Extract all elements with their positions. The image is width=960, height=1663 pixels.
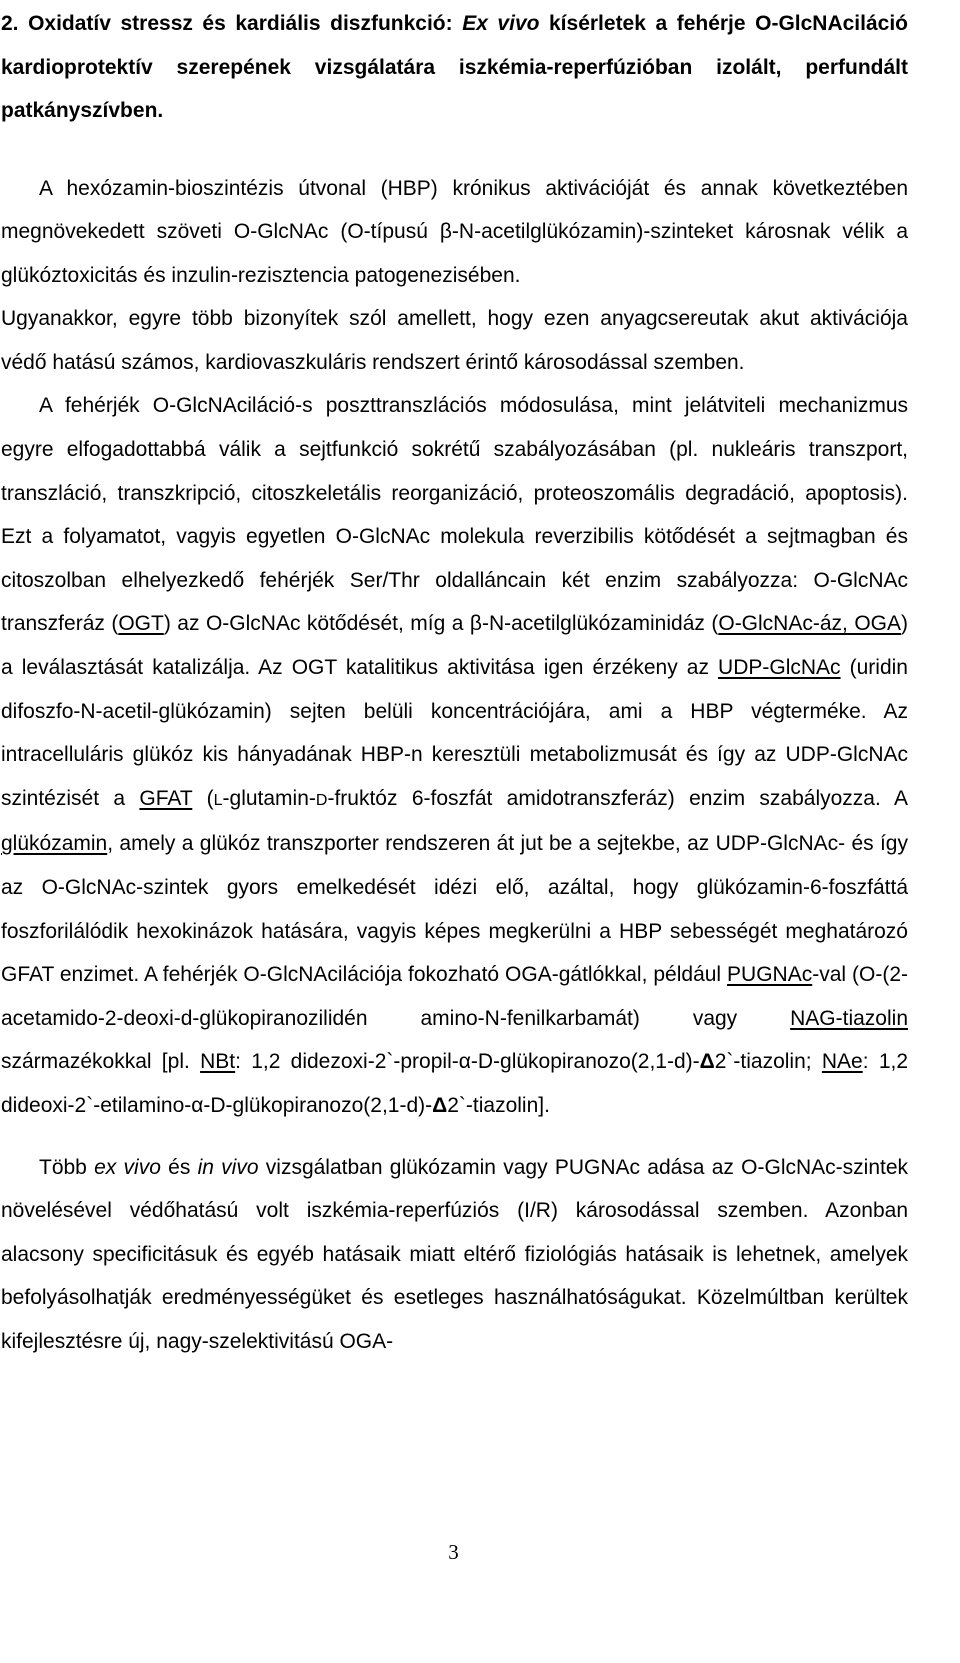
delta-symbol: Δ — [432, 1093, 448, 1117]
text-run: : 1,2 dideoxi-2`-etilamino-α-D-glükopiranozo(2,1-d)- — [1, 1050, 909, 1117]
heading-text-2: kísérletek a fehérje O-GlcNAciláció kardioprotektív szerepének vizsgálatára iszkémia-reperfúzióban izolált, perfundált patkányszívben. — [1, 12, 909, 122]
text-run: és — [160, 1155, 198, 1179]
heading-number: 2. — [1, 12, 19, 35]
text-run: -val (O-(2-acetamido-2-deoxi-d-glükopiranozilidén amino-N-fenilkarbamát) vagy — [1, 963, 908, 1030]
text-run: A fehérjék O-GlcNAciláció-s poszttranszlációs módosulása, mint jelátviteli mechanizmus egyre elfogadottabbá válik a sejtfunkció sokrétű szabályozásában (pl. nukleáris transzport, transzláció, transzkripció, citoszkeletális reorganizáció, proteoszomális degradáció, apoptosis). Ezt a folyamatot, vagyis egyetlen O-GlcNAc molekula reverzibilis kötődését a sejtmagban és citoszolban elhelyezkedő fehérjék Ser/Thr oldalláncain két enzim szabályozza: O-GlcNAc transzferáz ( — [1, 394, 908, 636]
small-caps-d: D — [315, 791, 328, 809]
term-glukozamin: glükózamin — [1, 832, 108, 856]
text-run: , amely a glükóz transzporter rendszeren át jut be a sejtekbe, az UDP-GlcNAc- és így az O-GlcNAc-szintek gyors emelkedését idézi elő, azáltal, hogy glükózamin-6-foszfáttá foszforilálódik hexokinázok hatására, vagyis képes megkerülni a HBP sebességét meghatározó GFAT enzimet. A fehérjék O-GlcNAcilációja fokozható OGA-gátlókkal, például — [1, 832, 908, 987]
term-nag-tiazolin: NAG-tiazolin — [790, 1006, 908, 1030]
text-run: ) a leválasztását katalizálja. Az OGT katalitikus aktivitása igen érzékeny az — [1, 612, 909, 680]
text-run: ( — [192, 786, 214, 810]
text-run: 2`-tiazolin]. — [447, 1093, 550, 1117]
text-run: 2`-tiazolin; — [714, 1050, 822, 1074]
heading-ex-vivo: Ex vivo — [462, 12, 540, 35]
term-gfat: GFAT — [139, 786, 193, 810]
text-run: -fruktóz 6-foszfát amidotranszferáz) enzim szabályozza. A — [327, 786, 909, 810]
paragraph-4 — [1, 1146, 908, 1364]
term-nae: NAe — [821, 1050, 863, 1074]
delta-symbol: Δ — [699, 1050, 715, 1074]
term-pugnac: PUGNAc — [727, 963, 813, 987]
section-heading — [1, 2, 908, 133]
paragraph-1: A hexózamin-bioszintézis útvonal (HBP) krónikus aktivációját és annak következtében megnövekedett szöveti O-GlcNAc (O-típusú β-N-acetilglükózamin)-szinteket károsnak vélik a glükóztoxicitás és inzulin-rezisztencia patogenezisében. — [1, 176, 908, 287]
text-run: származékokkal [pl. — [1, 1050, 201, 1074]
term-oga: O-GlcNAc-áz, OGA — [718, 612, 902, 636]
paragraph-2: Ugyanakkor, egyre több bizonyítek szól amellett, hogy ezen anyagcsereutak akut aktivációja védő hatású számos, kardiovaszkuláris rendszert érintő károsodással szemben. — [1, 307, 908, 374]
text-run: -glutamin- — [222, 786, 316, 810]
term-ex-vivo: ex vivo — [94, 1155, 161, 1179]
term-udp-glcnac: UDP-GlcNAc — [718, 656, 841, 680]
term-in-vivo: in vivo — [197, 1155, 259, 1179]
heading-text-1: Oxidatív stressz és kardiális diszfunkció: — [28, 12, 463, 35]
text-run: vizsgálatban glükózamin vagy PUGNAc adása az O-GlcNAc-szintek növelésével védőhatású volt iszkémia-reperfúziós (I/R) károsodással szemben. Azonban alacsony specificitásuk és egyéb hatásaik miatt eltérő fiziológiás hatásaik is lehetnek, amelyek befolyásolhatják eredményességüket és esetleges használhatóságukat. Közelmúltban kerültek kifejlesztésre új, nagy-szelektivitású OGA- — [1, 1155, 909, 1353]
term-nbt: NBt — [200, 1050, 236, 1074]
text-run: : 1,2 didezoxi-2`-propil-α-D-glükopiranozo(2,1-d)- — [235, 1050, 700, 1074]
text-run: Több — [39, 1155, 95, 1179]
small-caps-l: L — [213, 791, 223, 809]
text-run: (uridin difoszfo-N-acetil-glükózamin) sejten belüli koncentrációjára, ami a HBP végterméke. Az intracelluláris glükóz kis hányadának HBP-n keresztüli metabolizmusát és így az UDP-GlcNAc szintézisét a — [1, 656, 908, 810]
text-run: ) az O-GlcNAc kötődését, míg a β-N-acetilglükózaminidáz ( — [163, 612, 719, 636]
page-number: 3 — [448, 1540, 459, 1564]
term-ogt: OGT — [118, 612, 164, 636]
paragraph-3 — [1, 384, 908, 1127]
